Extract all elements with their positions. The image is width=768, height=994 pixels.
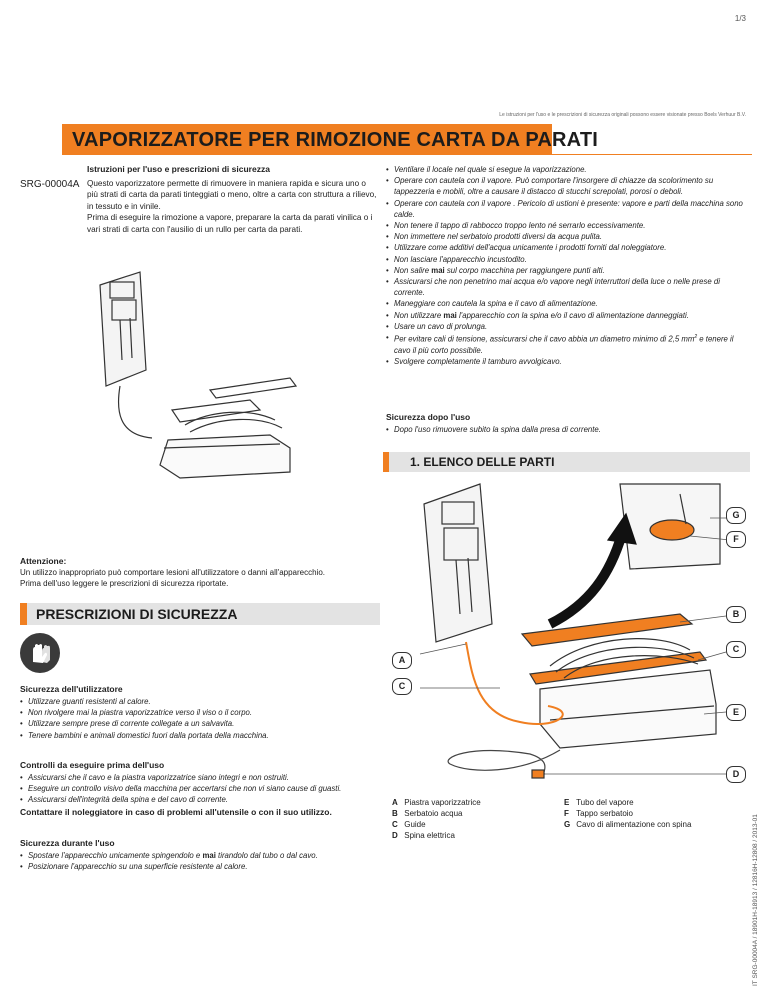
label-F: F (726, 531, 746, 548)
electric-plug (532, 770, 544, 778)
list-text: l'apparecchio con la spina e/o il cavo di alimentazione danneggiati. (456, 310, 689, 320)
legend-label: Cavo di alimentazione con spina (576, 820, 692, 829)
list-item: • Operare con cautela con il vapore. Può comportare l'insorgere di chiazze da scolorimento su tappezzeria e mobili, oltre a causare il distacco di stucchi screpolati, porosi o deboli. (386, 175, 750, 197)
steamer-illustration-small (60, 260, 320, 490)
list-text: e tenere il cavo il più corto possibile. (394, 334, 734, 355)
safety-during-use-continued (386, 164, 750, 367)
list-text: Per evitare cali di tensione, assicurarsi che il cavo abbia un diametro minimo di 2,5 mm (394, 334, 695, 344)
during-use-section (20, 838, 380, 872)
legend-key: D (392, 831, 398, 840)
page-title: VAPORIZZATORE PER RIMOZIONE CARTA DA PARATI (72, 129, 599, 151)
parts-heading-accent (383, 452, 389, 472)
legend-key: F (564, 809, 569, 818)
label-D: D (726, 766, 746, 783)
list-text: sul corpo macchina per raggiungere punti alti. (444, 265, 605, 275)
label-E: E (726, 704, 746, 721)
superscript: 2 (694, 334, 698, 341)
legend-row (564, 819, 691, 830)
parts-legend-left (392, 797, 481, 841)
intro-section (87, 164, 377, 235)
list-item: • Posizionare l'apparecchio su una superficie resistente al calore. (20, 861, 380, 872)
legend-row (392, 797, 481, 808)
label-G: G (726, 507, 746, 524)
list-item: • Operare con cautela con il vapore . Pericolo di ustioni è presente: vapore e parti della macchina sono calde. (386, 198, 750, 220)
list-text: Non utilizzare (394, 310, 444, 320)
list-item: • Non immettere nel serbatoio prodotti diversi da acqua pulita. (386, 231, 750, 242)
steam-plate (424, 484, 492, 642)
list-item (386, 310, 750, 321)
list-item: • Eseguire un controllo visivo della macchina per accertarsi che non vi siano cause di guasti. (20, 783, 380, 794)
legend-label: Tappo serbatoio (576, 809, 634, 818)
label-C-left: C (392, 678, 412, 695)
intro-para-2: Prima di eseguire la rimozione a vapore, preparare la carta da parati vinilica o i vari strati di carta con l'ausilio di un rullo per carta da parati. (87, 213, 373, 234)
legend-key: G (564, 820, 571, 829)
list-text: Spostare l'apparecchio unicamente spingendolo e (28, 851, 203, 860)
legend-key: C (392, 820, 398, 829)
water-tank (540, 670, 716, 748)
list-text: tirandolo dal tubo o dal cavo. (215, 851, 318, 860)
safety-heading: PRESCRIZIONI DI SICUREZZA (36, 606, 238, 622)
legend-key: E (564, 798, 570, 807)
label-B: B (726, 606, 746, 623)
legend-key: B (392, 809, 398, 818)
list-item: • Non rivolgere mai la piastra vaporizzatrice verso il viso o il corpo. (20, 707, 380, 718)
list-item: • Tenere bambini e animali domestici fuori dalla portata della macchina. (20, 730, 380, 741)
list-item: • Svolgere completamente il tamburo avvolgicavo. (386, 356, 750, 367)
list-item: • Utilizzare sempre prese di corrente collegate a un salvavita. (20, 718, 380, 729)
legend-row (392, 819, 481, 830)
list-item: • Dopo l'uso rimuovere subito la spina dalla presa di corrente. (386, 424, 750, 435)
intro-para-1: Questo vaporizzatore permette di rimuovere in maniera rapida e sicura uno o più strati di carta da parati tinteggiati o meno, oltre a carta con struttura a rilievo, in tessuto e in vinile. (87, 178, 377, 211)
legend-row (564, 797, 691, 808)
during-use-heading: Sicurezza durante l'uso (20, 838, 115, 848)
steam-plate-small (100, 272, 146, 386)
label-C-right: C (726, 641, 746, 658)
legend-row (564, 808, 691, 819)
attention-line-2: Prima dell'uso leggere le prescrizioni di sicurezza riportate. (20, 579, 229, 588)
tank-cap (650, 520, 694, 540)
list-item: • Assicurarsi che il cavo e la piastra vaporizzatrice siano integri e non ostruiti. (20, 772, 380, 783)
contact-rental-note: Contattare il noleggiatore in caso di problemi all'utensile o con il suo utilizzo. (20, 806, 332, 817)
intro-heading: Istruzioni per l'uso e prescrizioni di sicurezza (87, 164, 270, 174)
side-text-wrapper (752, 760, 762, 990)
legend-row (392, 808, 481, 819)
legend-label: Tubo del vapore (576, 798, 634, 807)
legend-label: Guide (404, 820, 426, 829)
legend-row (392, 830, 481, 841)
after-use-section (386, 412, 750, 435)
list-item (386, 265, 750, 276)
legend-label: Spina elettrica (404, 831, 455, 840)
parts-legend-right (564, 797, 691, 830)
attention-note (20, 556, 370, 589)
label-A: A (392, 652, 412, 669)
pre-use-checks-section (20, 760, 380, 817)
original-instructions-note: Le istruzioni per l'uso e le prescrizioni di sicurezza originali possono essere visionate presso Boels Verhuur B.V. (499, 112, 746, 118)
list-item: • Utilizzare come additivi dell'acqua unicamente i prodotti forniti dal noleggiatore. (386, 242, 750, 253)
emphasis-word: mai (431, 265, 445, 275)
list-item: • Ventilare il locale nel quale si esegue la vaporizzazione. (386, 164, 750, 175)
list-item: • Assicurarsi dell'integrità della spina e del cavo di corrente. (20, 794, 380, 805)
page-number: 1/3 (734, 14, 746, 23)
list-item (20, 850, 380, 861)
list-item: • Non tenere il tappo di rabbocco troppo lento né serrarlo eccessivamente. (386, 220, 750, 231)
parts-heading: 1. ELENCO DELLE PARTI (410, 455, 555, 469)
legend-label: Serbatoio acqua (404, 809, 463, 818)
parts-diagram (380, 474, 752, 792)
document-reference: IT SRG-00004A / 18901H-18913 / 12816H-12808 / 2013-01 (752, 814, 759, 986)
attention-heading: Attenzione: (20, 556, 67, 566)
list-item: • Usare un cavo di prolunga. (386, 321, 750, 332)
gloves-icon (20, 633, 60, 673)
legend-key: A (392, 798, 398, 807)
list-item: • Maneggiare con cautela la spina e il cavo di alimentazione. (386, 298, 750, 309)
emphasis-word: mai (443, 310, 457, 320)
after-use-heading: Sicurezza dopo l'uso (386, 412, 471, 422)
list-text: Non salire (394, 265, 432, 275)
emphasis-word: mai (202, 851, 216, 860)
user-safety-heading: Sicurezza dell'utilizzatore (20, 684, 123, 694)
list-item: • Non lasciare l'apparecchio incustodito. (386, 254, 750, 265)
list-item: • Assicurarsi che non penetrino mai acqua e/o vapore negli interruttori della luce o nelle prese di corrente. (386, 276, 750, 298)
pre-use-heading: Controlli da eseguire prima dell'uso (20, 760, 165, 770)
attention-line-1: Un utilizzo inappropriato può comportare lesioni all'utilizzatore o danni all'apparecchio. (20, 568, 326, 577)
safety-heading-accent (20, 603, 27, 625)
legend-label: Piastra vaporizzatrice (404, 798, 481, 807)
tank-body-small (160, 435, 290, 478)
title-underline (62, 154, 752, 155)
user-safety-section (20, 684, 380, 741)
list-item: • Utilizzare guanti resistenti al calore. (20, 696, 380, 707)
product-code: SRG-00004A (20, 179, 80, 190)
list-item (386, 332, 750, 356)
